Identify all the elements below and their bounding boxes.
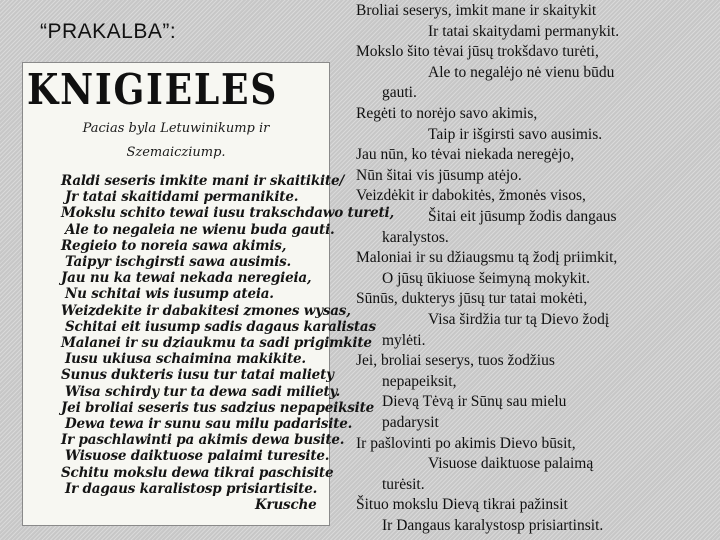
facsimile-line: Iusu ukiusa schaimina makikite. — [65, 351, 306, 368]
poem-line: O jūsų ūkiuose šeimyną mokykit. — [382, 269, 590, 287]
poem-line: Taip ir išgirsti savo ausimis. — [428, 125, 603, 143]
poem-line: Dievą Tėvą ir Sūnų sau mielu — [382, 393, 567, 411]
facsimile-line: Raldi seseris imkite mani ir skaitikite/ — [61, 173, 345, 189]
poem-line: Ir pašlovinti po akimis Dievo būsit, — [356, 434, 576, 452]
poem-line: padarysit — [382, 414, 439, 431]
book-page-facsimile — [22, 62, 394, 526]
facsimile-line: Jr tatai skaitidami permanikite. — [65, 189, 299, 206]
facsimile-line: Wisa schirdy tur ta dewa sadi miliety. — [65, 383, 341, 400]
facsimile-line: Weizdekite ir dabakitesi zmones wysas, — [61, 302, 351, 319]
facsimile-line: Jau nu ka tewai nekada neregieia, — [61, 270, 312, 287]
poem-line: nepapeiksit, — [382, 372, 457, 390]
facsimile-line: Schitai eit iusump sadis dagaus karalistas — [65, 318, 376, 335]
poem-line: mylėti. — [382, 331, 426, 349]
facsimile-line: Regieio to noreia sawa akimis, — [61, 237, 287, 254]
facsimile-line: Wisuose daiktuose palaimi turesite. — [65, 448, 330, 465]
facsimile-line: Nu schitai wis iusump ateia. — [65, 286, 274, 303]
poem-line: Sūnūs, dukterys jūsų tur tatai mokėti, — [356, 290, 588, 308]
poem-line: Šitai eit jūsump žodis dangaus — [428, 208, 617, 225]
facsimile-line: Krusche — [255, 497, 317, 513]
poem-line: Jau nūn, ko tėvai niekada neregėjo, — [356, 146, 575, 164]
slide-title: “PRAKALBA”: — [40, 20, 177, 43]
facsimile-line: Ir dagaus karalistosp prisiartisite. — [65, 480, 318, 497]
poem-line: Nūn šitai vis jūsump atėjo. — [356, 166, 522, 184]
facsimile-subtitle: Pacias byla Letuwinikump ir — [82, 121, 270, 136]
facsimile-line: Sunus dukteris iusu tur tatai maliety — [61, 367, 334, 384]
poem-line: Veizdėkit ir dabokitės, žmonės visos, — [356, 187, 586, 205]
poem-line: Ir Dangaus karalystosp prisiartinsit. — [382, 517, 604, 534]
facsimile-line: Malanei ir su dziaukmu ta sadi prigimkite — [61, 335, 372, 351]
poem-line: Ale to negalėjo nė vienu būdu — [428, 63, 615, 81]
poem-line: karalystos. — [382, 228, 449, 246]
facsimile-line: Taipyr ischgirsti sawa ausimis. — [65, 254, 292, 270]
poem-line: turėsit. — [382, 475, 425, 493]
facsimile-line: Mokslu schito tewai iusu trakschdawo tureti, — [61, 205, 394, 222]
facsimile-subtitle: Szemaicziump. — [126, 145, 226, 160]
poem-line: Maloniai ir su džiaugsmu tą žodį priimkit, — [356, 249, 618, 267]
poem-line: Visuose daiktuose palaimą — [428, 455, 594, 473]
facsimile-heading: KNIGIELES — [27, 65, 279, 114]
facsimile-line: Ale to negaleia ne wienu buda gauti. — [65, 221, 335, 238]
facsimile-line: Ir paschlawinti pa akimis dewa busite. — [61, 432, 345, 449]
poem-line: Mokslo šito tėvai jūsų trokšdavo turėti, — [356, 43, 599, 61]
poem-line: Visa širdžia tur tą Dievo žodį — [428, 311, 610, 328]
poem-line: Jei, broliai seserys, tuos žodžius — [356, 352, 555, 370]
poem-line: Broliai seserys, imkit mane ir skaitykit — [356, 2, 597, 19]
facsimile-line: Schitu mokslu dewa tikrai paschisite — [61, 464, 334, 481]
poem-line: Ir tatai skaitydami permanykit. — [428, 22, 620, 40]
facsimile-line: Jei broliai seseris tus sadzius nepapeiksite — [61, 399, 375, 416]
poem-line: Regėti to norėjo savo akimis, — [356, 105, 538, 122]
poem-line: gauti. — [382, 84, 417, 102]
facsimile-line: Dewa tewa ir sunu sau milu padarisite. — [65, 416, 353, 432]
poem-line: Šituo mokslu Dievą tikrai pažinsit — [356, 496, 568, 514]
